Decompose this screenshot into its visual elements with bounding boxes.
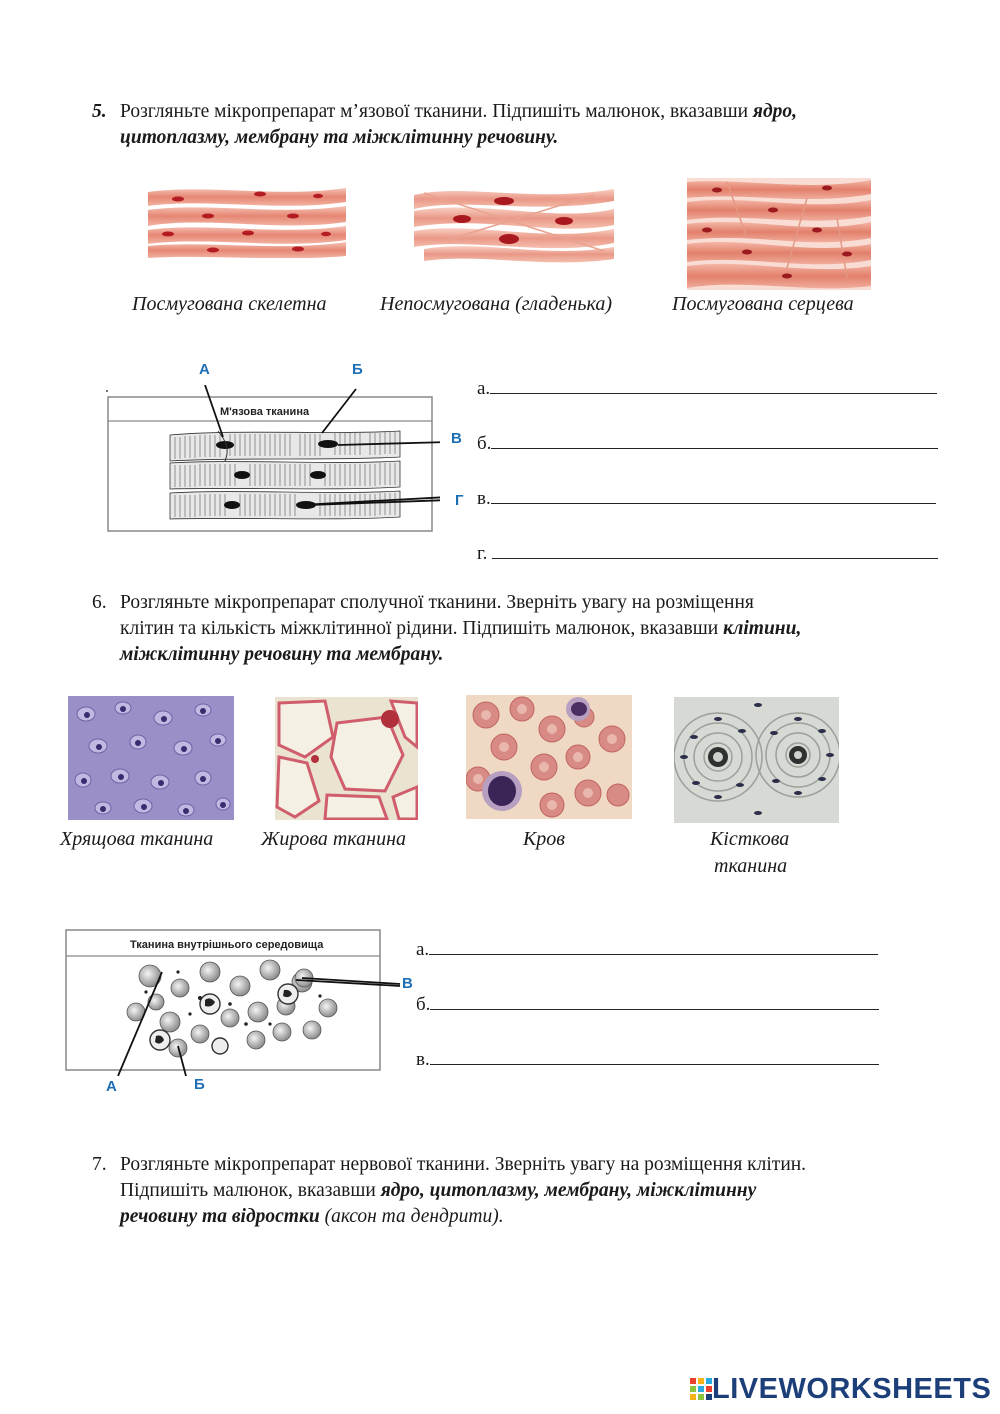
- question-7: [92, 1152, 982, 1232]
- caption-adipose: Жирова тканина: [261, 828, 407, 850]
- bone-image: [674, 697, 839, 823]
- answer1-row-g: г.: [477, 540, 938, 565]
- question-number: 7.: [92, 1154, 107, 1175]
- diagram1-label-g: Г: [455, 492, 464, 509]
- muscle-tissue-diagram: [100, 385, 440, 535]
- diagram2-label-a: А: [106, 1078, 117, 1095]
- diagram-title: Тканина внутрішнього середовища: [130, 939, 324, 951]
- caption-skeletal: Посмугована скелетна: [132, 293, 327, 315]
- answer1-field-a[interactable]: [490, 375, 937, 394]
- answer2-field-b[interactable]: [430, 991, 879, 1010]
- caption-cartilage: Хрящова тканина: [60, 828, 214, 850]
- caption-blood: Кров: [523, 828, 565, 850]
- caption-cardiac: Посмугована серцева: [672, 293, 854, 315]
- question-6: [92, 590, 972, 670]
- blood-tissue-diagram: [60, 926, 410, 1076]
- caption-smooth: Непосмугована (гладенька): [380, 293, 613, 315]
- cartilage-image: [68, 696, 234, 820]
- answer1-row-b: б.: [477, 430, 938, 455]
- question-text: Розгляньте мікропрепарат сполучної тканини. Зверніть увагу на розміщення клітин та кількість міжклітинної рідини. Підпишіть малюнок, вказавши клітини, міжклітинну речовину та мембрану.: [120, 592, 802, 665]
- caption-bone-line1: Кісткова: [710, 828, 790, 850]
- answer1-row-a: а.: [477, 375, 937, 400]
- answer1-field-g[interactable]: [492, 540, 938, 559]
- question-text: Розгляньте мікропрепарат м’язової тканини. Підпишіть малюнок, вказавши ядро, цитоплазму, мембрану та міжклітинну речовину.: [120, 101, 798, 148]
- answer2-row-b: б.: [416, 991, 879, 1016]
- caption-bone-line2: тканина: [714, 855, 788, 877]
- adipose-image: [275, 697, 418, 820]
- question-text: Розгляньте мікропрепарат нервової тканини. Зверніть увагу на розміщення клітин. Підпишіть малюнок, вказавши ядро, цитоплазму, мембрану, міжклітинну речовину та відростки (аксон та дендрити).: [120, 1154, 807, 1227]
- answer1-field-b[interactable]: [491, 430, 938, 449]
- question-5: [92, 99, 972, 155]
- answer2-row-a: а.: [416, 936, 878, 961]
- answer2-row-v: в.: [416, 1046, 879, 1071]
- diagram2-label-b: Б: [194, 1076, 205, 1093]
- answer2-field-a[interactable]: [429, 936, 878, 955]
- logo-mark-icon: [690, 1378, 712, 1402]
- diagram2-label-v: В: [402, 975, 413, 992]
- answer1-field-v[interactable]: [491, 485, 936, 504]
- skeletal-muscle-image: [148, 184, 346, 258]
- blood-image: [466, 695, 632, 819]
- diagram1-label-b: Б: [352, 361, 363, 378]
- question-number: 5.: [92, 101, 107, 122]
- question-number: 6.: [92, 592, 107, 613]
- diagram1-label-a: А: [199, 361, 210, 378]
- answer1-row-v: в.: [477, 485, 936, 510]
- answer2-field-v[interactable]: [430, 1046, 879, 1065]
- logo-text: LIVEWORKSHEETS: [712, 1373, 992, 1405]
- cardiac-muscle-image: [687, 178, 871, 290]
- diagram1-label-v: В: [451, 430, 462, 447]
- diagram-title: М'язова тканина: [220, 406, 310, 418]
- smooth-muscle-image: [414, 181, 614, 263]
